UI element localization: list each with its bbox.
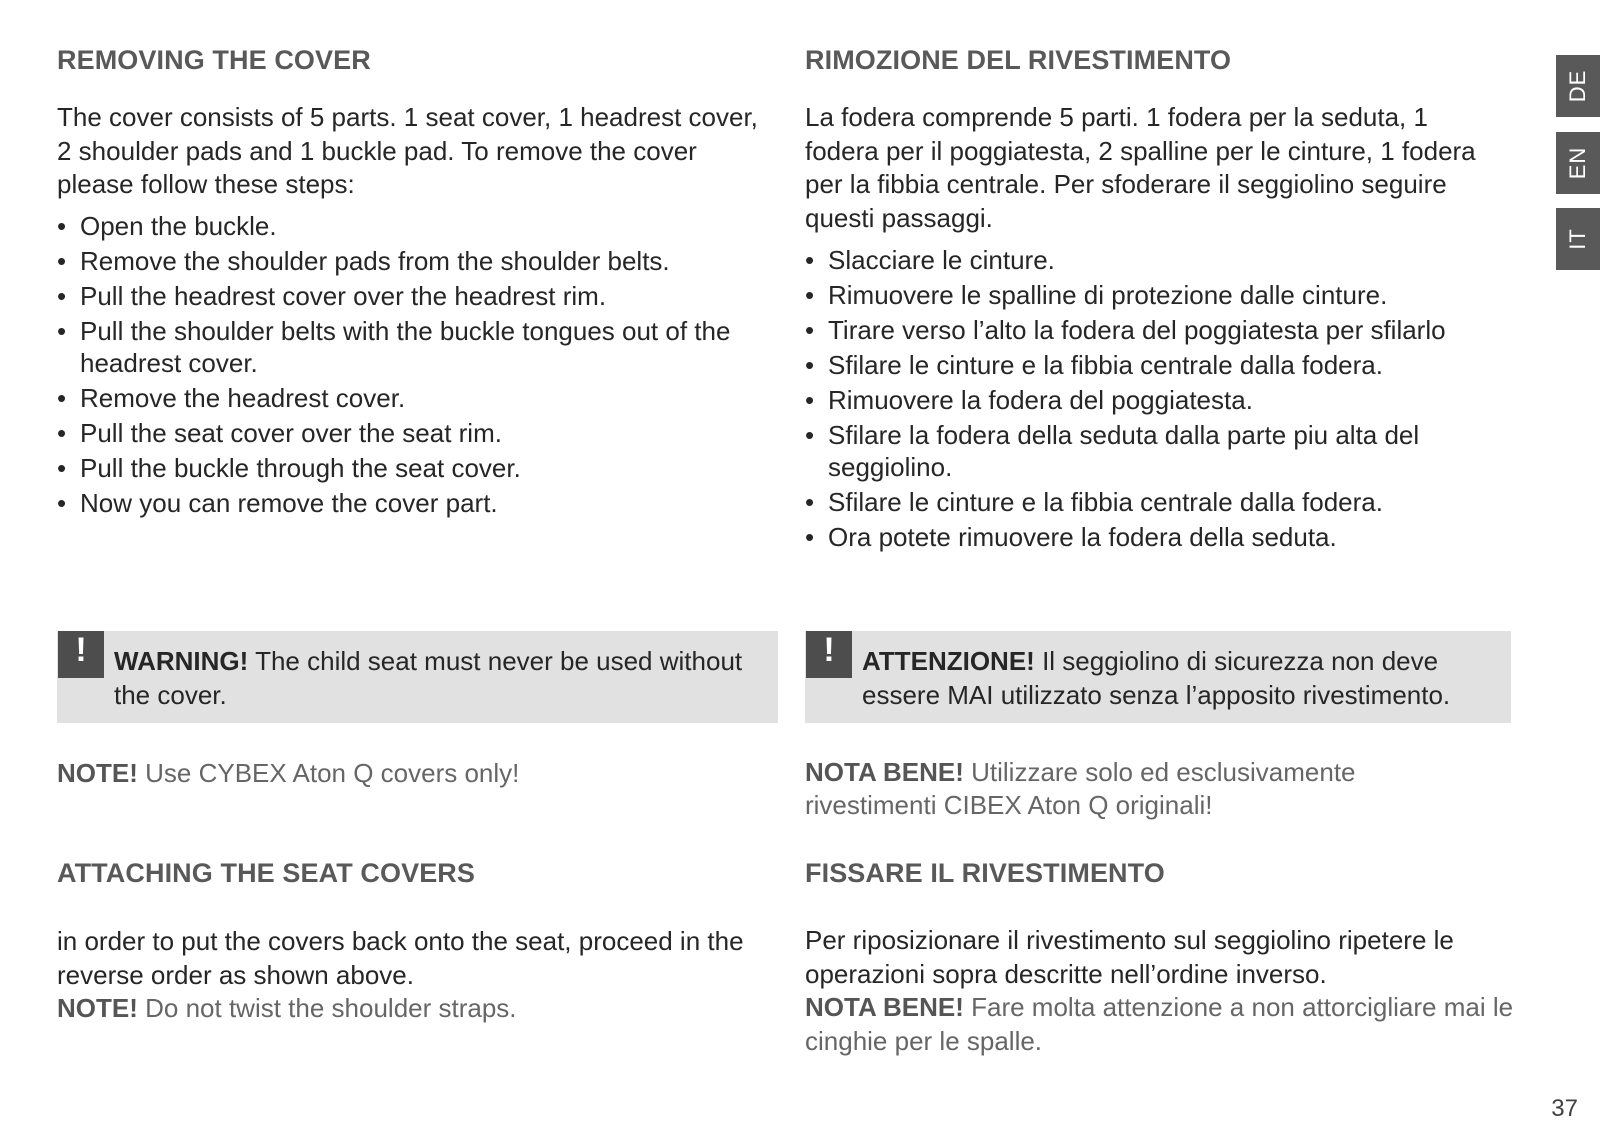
list-item: • Pull the seat cover over the seat rim. bbox=[57, 417, 777, 449]
note-covers bbox=[805, 756, 1445, 822]
tab-it[interactable] bbox=[1556, 208, 1600, 270]
warning-text bbox=[862, 644, 1501, 712]
list-item: • Slacciare le cinture. bbox=[805, 244, 1545, 276]
list-item: • Tirare verso l’alto la fodera del poggiatesta per sfilarlo bbox=[805, 314, 1545, 346]
exclamation-icon: ! bbox=[58, 631, 104, 678]
tab-en[interactable] bbox=[1556, 132, 1600, 194]
warning-message: The child seat must never be used without the cover. bbox=[114, 646, 743, 710]
page-number: 37 bbox=[1551, 1095, 1578, 1122]
tab-label: EN bbox=[1565, 146, 1590, 180]
list-item: • Pull the shoulder belts with the buckle tongues out of the headrest cover. bbox=[57, 315, 777, 379]
list-item: • Sfilare le cinture e la fibbia centrale dalla fodera. bbox=[805, 486, 1545, 518]
note-text: Use CYBEX Aton Q covers only! bbox=[137, 758, 520, 788]
tab-de[interactable] bbox=[1556, 55, 1600, 117]
heading-attaching-covers: ATTACHING THE SEAT COVERS bbox=[57, 858, 476, 888]
attach-text: in order to put the covers back onto the seat, proceed in the reverse order as shown above. bbox=[57, 926, 744, 990]
intro-paragraph: La fodera comprende 5 parti. 1 fodera per la seduta, 1 fodera per il poggiatesta, 2 spalline per le cinture, 1 fodera per la fibbia centrale. Per sfoderare il seggiolino seguire questi passaggi. bbox=[805, 102, 1476, 233]
heading-fissare-rivestimento: FISSARE IL RIVESTIMENTO bbox=[805, 858, 1165, 888]
note-label: NOTE! bbox=[57, 993, 138, 1023]
heading-rimozione-rivestimento: RIMOZIONE DEL RIVESTIMENTO bbox=[805, 45, 1232, 75]
note-label: NOTA BENE! bbox=[805, 992, 964, 1022]
list-item: • Remove the shoulder pads from the shoulder belts. bbox=[57, 245, 777, 277]
warning-text bbox=[114, 644, 768, 712]
note-text: Do not twist the shoulder straps. bbox=[137, 993, 517, 1023]
list-item: • Sfilare la fodera della seduta dalla parte piu alta del seggiolino. bbox=[805, 419, 1475, 483]
list-item: • Pull the headrest cover over the headrest rim. bbox=[57, 280, 777, 312]
list-item: • Now you can remove the cover part. bbox=[57, 487, 777, 519]
tab-label: DE bbox=[1565, 69, 1590, 103]
warning-box bbox=[805, 631, 1511, 723]
removal-steps-list bbox=[57, 210, 777, 522]
removal-steps-list bbox=[805, 244, 1545, 556]
note-label: NOTE! bbox=[57, 758, 138, 788]
list-item: • Open the buckle. bbox=[57, 210, 777, 242]
attach-text: Per riposizionare il rivestimento sul seggiolino ripetere le operazioni sopra descritte nell’ordine inverso. bbox=[805, 925, 1454, 989]
intro-paragraph: The cover consists of 5 parts. 1 seat cover, 1 headrest cover, 2 shoulder pads and 1 buckle pad. To remove the cover please follow these steps: bbox=[57, 102, 758, 199]
attach-paragraph bbox=[57, 925, 777, 1026]
list-item: • Ora potete rimuovere la fodera della seduta. bbox=[805, 521, 1545, 553]
heading-removing-cover: REMOVING THE COVER bbox=[57, 45, 371, 75]
list-item: • Rimuovere le spalline di protezione dalle cinture. bbox=[805, 279, 1545, 311]
attach-paragraph bbox=[805, 924, 1515, 1058]
tab-label: IT bbox=[1565, 228, 1590, 250]
note-text: Fare molta attenzione a non attorcigliare mai le cinghie per le spalle. bbox=[805, 992, 1514, 1056]
list-item: • Sfilare le cinture e la fibbia centrale dalla fodera. bbox=[805, 349, 1545, 381]
warning-message: Il seggiolino di sicurezza non deve essere MAI utilizzato senza l’apposito rivestimento. bbox=[862, 646, 1451, 710]
note-text: Utilizzare solo ed esclusivamente rivestimenti CIBEX Aton Q originali! bbox=[805, 757, 1356, 820]
list-item: • Rimuovere la fodera del poggiatesta. bbox=[805, 384, 1545, 416]
note-covers bbox=[57, 757, 777, 790]
note-label: NOTA BENE! bbox=[805, 757, 964, 787]
list-item: • Remove the headrest cover. bbox=[57, 382, 777, 414]
warning-box bbox=[57, 631, 778, 723]
warning-label: WARNING! bbox=[114, 646, 249, 676]
list-item: • Pull the buckle through the seat cover. bbox=[57, 452, 777, 484]
exclamation-icon: ! bbox=[806, 631, 852, 678]
warning-label: ATTENZIONE! bbox=[862, 646, 1035, 676]
